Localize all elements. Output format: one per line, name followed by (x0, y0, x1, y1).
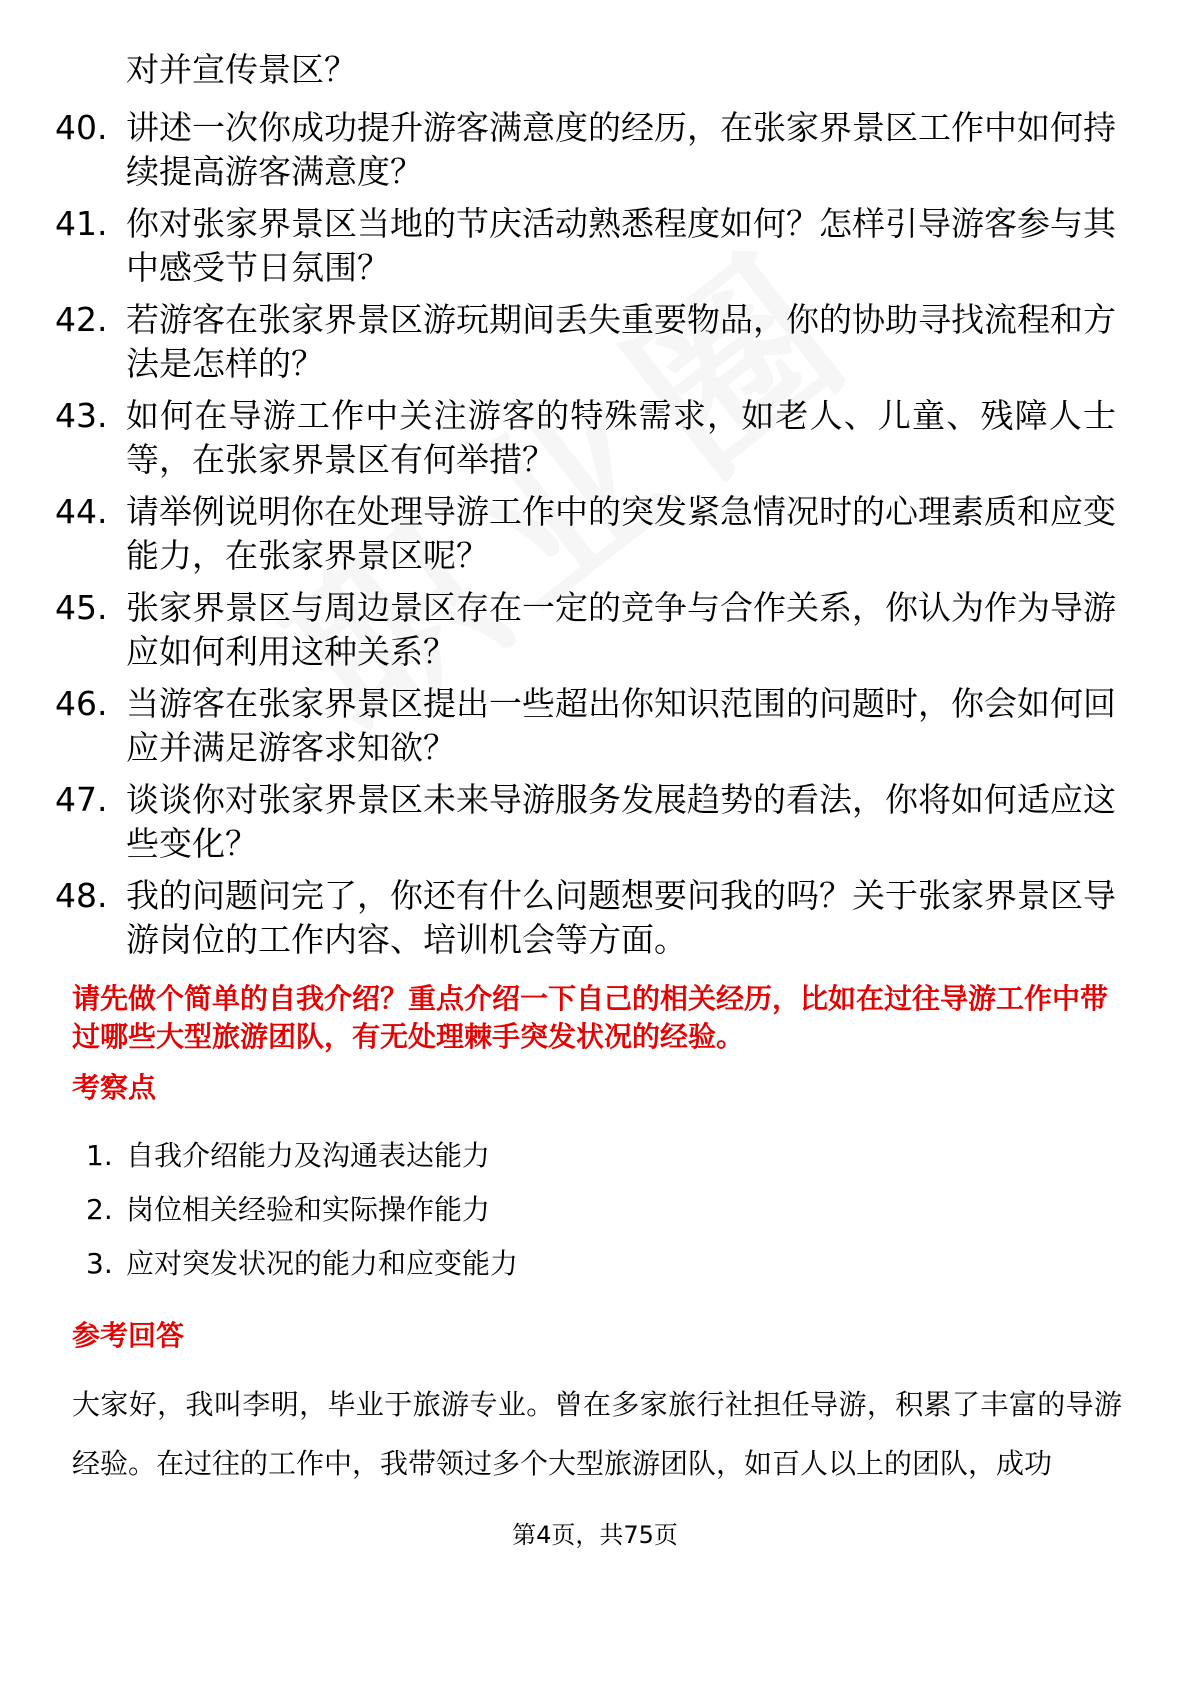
question-continuation: 对并宣传景区？ (126, 50, 357, 89)
key-point-text: 岗位相关经验和实际操作能力 (126, 1193, 491, 1226)
question-number: 43. (55, 396, 108, 435)
key-point-number: 3. (86, 1247, 113, 1280)
question-number: 41. (55, 204, 108, 243)
question-text: 张家界景区与周边景区存在一定的竞争与合作关系，你认为作为导游应如何利用这种关系？ (126, 588, 1116, 671)
key-point-number: 2. (86, 1193, 113, 1226)
answer-text: 大家好，我叫李明，毕业于旅游专业。曾在多家旅行社担任导游，积累了丰富的导游经验。在过往的工作中，我带领过多个大型旅游团队，如百人以上的团队，成功 (72, 1388, 1122, 1480)
key-point-text: 应对突发状况的能力和应变能力 (126, 1247, 519, 1280)
question-text: 讲述一次你成功提升游客满意度的经历，在张家界景区工作中如何持续提高游客满意度？ (126, 108, 1116, 191)
question-number: 45. (55, 588, 108, 627)
question-number: 47. (55, 780, 108, 819)
question-number: 44. (55, 492, 108, 531)
question-text: 我的问题问完了，你还有什么问题想要问我的吗？关于张家界景区导游岗位的工作内容、培训机会等方面。 (126, 876, 1116, 959)
question-text: 如何在导游工作中关注游客的特殊需求，如老人、儿童、残障人士等，在张家界景区有何举措？ (126, 396, 1116, 479)
featured-question: 请先做个简单的自我介绍？重点介绍一下自己的相关经历，比如在过往导游工作中带过哪些大型旅游团队，有无处理棘手突发状况的经验。 (72, 982, 1109, 1053)
key-point-text: 自我介绍能力及沟通表达能力 (126, 1139, 491, 1172)
question-number: 42. (55, 300, 108, 339)
question-text: 你对张家界景区当地的节庆活动熟悉程度如何？怎样引导游客参与其中感受节日氛围？ (126, 204, 1116, 287)
key-point-number: 1. (86, 1139, 113, 1172)
key-points-title: 考察点 (72, 1071, 157, 1104)
question-text: 当游客在张家界景区提出一些超出你知识范围的问题时，你会如何回应并满足游客求知欲？ (126, 684, 1116, 767)
question-number: 46. (55, 684, 108, 723)
question-number: 48. (55, 876, 108, 915)
question-text: 若游客在张家界景区游玩期间丢失重要物品，你的协助寻找流程和方法是怎样的？ (126, 300, 1116, 383)
answer-title: 参考回答 (72, 1319, 185, 1352)
question-text: 请举例说明你在处理导游工作中的突发紧急情况时的心理素质和应变能力，在张家界景区呢？ (126, 492, 1116, 575)
page-footer: 第4页，共75页 (512, 1521, 678, 1549)
question-text: 谈谈你对张家界景区未来导游服务发展趋势的看法，你将如何适应这些变化？ (126, 780, 1116, 863)
question-number: 40. (55, 108, 108, 147)
